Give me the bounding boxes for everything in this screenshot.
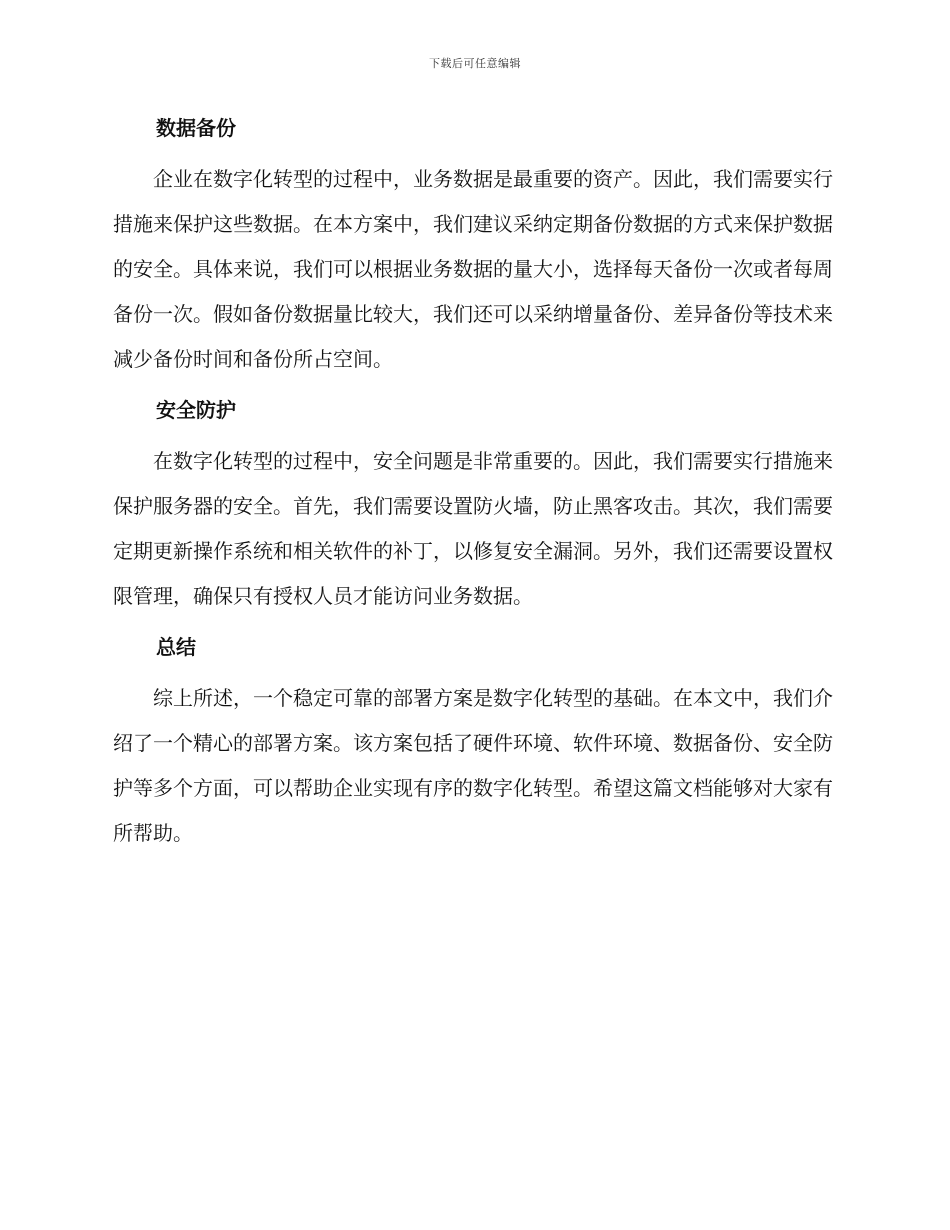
section-heading-data-backup: 数据备份 — [156, 116, 236, 140]
page-header-note: 下载后可任意编辑 — [429, 57, 521, 70]
section-paragraph-summary: 综上所述，一个稳定可靠的部署方案是数字化转型的基础。在本文中，我们介绍了一个精心的部署方案。该方案包括了硬件环境、软件环境、数据备份、安全防护等多个方面，可以帮助企业实现有序的数字化转型。希望这篇文档能够对大家有所帮助。 — [113, 686, 833, 845]
section-heading-security: 安全防护 — [156, 398, 236, 422]
document-body — [113, 110, 833, 856]
section-heading-summary: 总结 — [156, 635, 196, 659]
section-paragraph-security: 在数字化转型的过程中，安全问题是非常重要的。因此，我们需要实行措施来保护服务器的安全。首先，我们需要设置防火墙，防止黑客攻击。其次，我们需要定期更新操作系统和相关软件的补丁，以修复安全漏洞。另外，我们还需要设置权限管理，确保只有授权人员才能访问业务数据。 — [113, 449, 833, 608]
section-paragraph-data-backup: 企业在数字化转型的过程中，业务数据是最重要的资产。因此，我们需要实行措施来保护这些数据。在本方案中，我们建议采纳定期备份数据的方式来保护数据的安全。具体来说，我们可以根据业务数据的量大小，选择每天备份一次或者每周备份一次。假如备份数据量比较大，我们还可以采纳增量备份、差异备份等技术来减少备份时间和备份所占空间。 — [113, 167, 833, 371]
